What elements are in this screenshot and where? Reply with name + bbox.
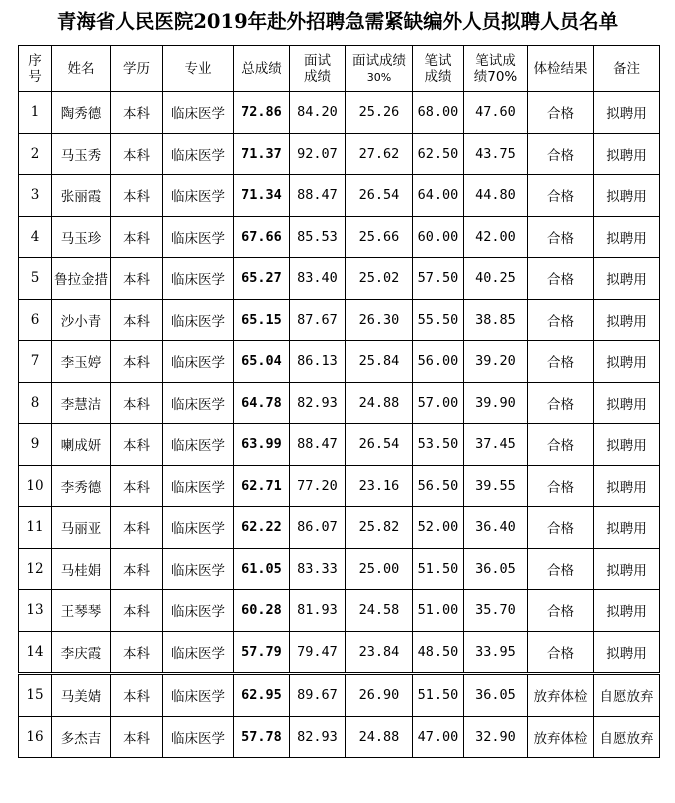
row-written-score: 62.50 — [413, 133, 464, 175]
row-total-score: 61.05 — [234, 548, 290, 590]
header-name: 姓名 — [52, 46, 111, 92]
table-row — [19, 92, 660, 134]
row-index: 2 — [19, 133, 52, 175]
row-medical-result: 合格 — [528, 258, 594, 300]
row-education: 本科 — [111, 92, 163, 134]
row-remarks: 拟聘用 — [594, 548, 660, 590]
row-major: 临床医学 — [163, 382, 234, 424]
row-interview-weighted: 26.54 — [346, 424, 413, 466]
row-total-score: 64.78 — [234, 382, 290, 424]
row-interview-score: 89.67 — [290, 674, 346, 717]
row-name: 李庆霞 — [52, 631, 111, 674]
row-education: 本科 — [111, 716, 163, 758]
row-medical-result: 合格 — [528, 465, 594, 507]
row-total-score: 65.15 — [234, 299, 290, 341]
header-remarks: 备注 — [594, 46, 660, 92]
row-total-score: 62.95 — [234, 674, 290, 717]
candidate-table — [18, 45, 660, 758]
row-written-score: 57.00 — [413, 382, 464, 424]
row-written-weighted: 42.00 — [464, 216, 528, 258]
row-interview-weighted: 23.16 — [346, 465, 413, 507]
row-remarks: 拟聘用 — [594, 465, 660, 507]
row-medical-result: 合格 — [528, 590, 594, 632]
row-interview-weighted: 26.90 — [346, 674, 413, 717]
row-written-score: 68.00 — [413, 92, 464, 134]
table-row — [19, 631, 660, 674]
header-interview-weighted: 面试成绩 30% — [346, 46, 413, 92]
row-remarks: 拟聘用 — [594, 92, 660, 134]
row-interview-score: 86.13 — [290, 341, 346, 383]
row-major: 临床医学 — [163, 631, 234, 674]
row-major: 临床医学 — [163, 590, 234, 632]
row-education: 本科 — [111, 341, 163, 383]
row-index: 4 — [19, 216, 52, 258]
row-written-score: 55.50 — [413, 299, 464, 341]
row-written-score: 51.50 — [413, 548, 464, 590]
row-written-weighted: 36.40 — [464, 507, 528, 549]
row-index: 15 — [19, 674, 52, 717]
header-education: 学历 — [111, 46, 163, 92]
row-name: 马桂娟 — [52, 548, 111, 590]
row-written-weighted: 33.95 — [464, 631, 528, 674]
row-remarks: 拟聘用 — [594, 382, 660, 424]
row-written-weighted: 47.60 — [464, 92, 528, 134]
row-written-weighted: 39.20 — [464, 341, 528, 383]
table-row — [19, 341, 660, 383]
table-row — [19, 382, 660, 424]
row-medical-result: 合格 — [528, 92, 594, 134]
row-total-score: 60.28 — [234, 590, 290, 632]
row-medical-result: 合格 — [528, 299, 594, 341]
row-major: 临床医学 — [163, 507, 234, 549]
row-index: 12 — [19, 548, 52, 590]
row-written-score: 57.50 — [413, 258, 464, 300]
row-written-score: 53.50 — [413, 424, 464, 466]
row-education: 本科 — [111, 590, 163, 632]
row-interview-score: 84.20 — [290, 92, 346, 134]
table-row — [19, 548, 660, 590]
row-name: 王琴琴 — [52, 590, 111, 632]
row-major: 临床医学 — [163, 341, 234, 383]
row-name: 鲁拉金措 — [52, 258, 111, 300]
row-medical-result: 放弃体检 — [528, 674, 594, 717]
row-medical-result: 合格 — [528, 133, 594, 175]
row-interview-weighted: 23.84 — [346, 631, 413, 674]
table-row — [19, 716, 660, 758]
row-written-weighted: 37.45 — [464, 424, 528, 466]
row-index: 13 — [19, 590, 52, 632]
row-remarks: 拟聘用 — [594, 175, 660, 217]
row-interview-score: 87.67 — [290, 299, 346, 341]
row-education: 本科 — [111, 674, 163, 717]
table-row — [19, 175, 660, 217]
row-education: 本科 — [111, 299, 163, 341]
row-written-score: 56.50 — [413, 465, 464, 507]
row-medical-result: 合格 — [528, 631, 594, 674]
row-interview-weighted: 24.88 — [346, 716, 413, 758]
row-education: 本科 — [111, 133, 163, 175]
row-interview-score: 81.93 — [290, 590, 346, 632]
row-medical-result: 合格 — [528, 382, 594, 424]
table-row — [19, 258, 660, 300]
row-interview-score: 77.20 — [290, 465, 346, 507]
row-total-score: 63.99 — [234, 424, 290, 466]
header-medical: 体检结果 — [528, 46, 594, 92]
row-name: 李秀德 — [52, 465, 111, 507]
row-education: 本科 — [111, 216, 163, 258]
row-index: 9 — [19, 424, 52, 466]
row-total-score: 57.79 — [234, 631, 290, 674]
row-medical-result: 合格 — [528, 341, 594, 383]
row-major: 临床医学 — [163, 299, 234, 341]
row-remarks: 拟聘用 — [594, 258, 660, 300]
row-written-weighted: 39.55 — [464, 465, 528, 507]
document-title: 青海省人民医院2019年赴外招聘急需紧缺编外人员拟聘人员名单 — [56, 10, 619, 33]
row-education: 本科 — [111, 465, 163, 507]
table-row — [19, 216, 660, 258]
row-major: 临床医学 — [163, 133, 234, 175]
row-name: 张丽霞 — [52, 175, 111, 217]
row-written-weighted: 32.90 — [464, 716, 528, 758]
row-interview-weighted: 25.00 — [346, 548, 413, 590]
row-written-score: 48.50 — [413, 631, 464, 674]
row-interview-score: 82.93 — [290, 716, 346, 758]
table-body — [19, 92, 660, 758]
row-remarks: 拟聘用 — [594, 507, 660, 549]
row-name: 马美婧 — [52, 674, 111, 717]
row-total-score: 65.27 — [234, 258, 290, 300]
row-written-weighted: 43.75 — [464, 133, 528, 175]
row-education: 本科 — [111, 382, 163, 424]
row-index: 10 — [19, 465, 52, 507]
row-name: 马玉珍 — [52, 216, 111, 258]
row-remarks: 拟聘用 — [594, 590, 660, 632]
row-written-weighted: 35.70 — [464, 590, 528, 632]
row-interview-weighted: 24.88 — [346, 382, 413, 424]
table-row — [19, 674, 660, 717]
row-remarks: 拟聘用 — [594, 424, 660, 466]
row-education: 本科 — [111, 424, 163, 466]
row-interview-score: 88.47 — [290, 175, 346, 217]
row-name: 沙小青 — [52, 299, 111, 341]
row-written-score: 60.00 — [413, 216, 464, 258]
row-written-weighted: 44.80 — [464, 175, 528, 217]
header-index: 序 号 — [19, 46, 52, 92]
row-major: 临床医学 — [163, 92, 234, 134]
row-remarks: 自愿放弃 — [594, 716, 660, 758]
row-interview-weighted: 25.82 — [346, 507, 413, 549]
row-interview-score: 88.47 — [290, 424, 346, 466]
row-index: 11 — [19, 507, 52, 549]
row-education: 本科 — [111, 631, 163, 674]
row-interview-weighted: 25.66 — [346, 216, 413, 258]
row-major: 临床医学 — [163, 258, 234, 300]
row-major: 临床医学 — [163, 674, 234, 717]
header-interview: 面试 成绩 — [290, 46, 346, 92]
row-index: 1 — [19, 92, 52, 134]
row-medical-result: 合格 — [528, 424, 594, 466]
row-interview-score: 85.53 — [290, 216, 346, 258]
row-interview-weighted: 27.62 — [346, 133, 413, 175]
table-header-row — [19, 46, 660, 92]
row-name: 李玉婷 — [52, 341, 111, 383]
row-education: 本科 — [111, 175, 163, 217]
row-interview-weighted: 25.02 — [346, 258, 413, 300]
row-index: 3 — [19, 175, 52, 217]
row-written-score: 47.00 — [413, 716, 464, 758]
row-remarks: 拟聘用 — [594, 631, 660, 674]
row-medical-result: 合格 — [528, 548, 594, 590]
row-name: 马玉秀 — [52, 133, 111, 175]
row-major: 临床医学 — [163, 716, 234, 758]
row-education: 本科 — [111, 548, 163, 590]
row-written-weighted: 36.05 — [464, 674, 528, 717]
row-major: 临床医学 — [163, 548, 234, 590]
row-major: 临床医学 — [163, 216, 234, 258]
row-total-score: 62.71 — [234, 465, 290, 507]
table-row — [19, 133, 660, 175]
row-index: 8 — [19, 382, 52, 424]
row-education: 本科 — [111, 258, 163, 300]
row-education: 本科 — [111, 507, 163, 549]
row-remarks: 拟聘用 — [594, 133, 660, 175]
row-name: 马丽亚 — [52, 507, 111, 549]
table-row — [19, 299, 660, 341]
row-major: 临床医学 — [163, 465, 234, 507]
row-written-score: 64.00 — [413, 175, 464, 217]
row-medical-result: 合格 — [528, 507, 594, 549]
row-total-score: 62.22 — [234, 507, 290, 549]
row-interview-weighted: 24.58 — [346, 590, 413, 632]
row-medical-result: 合格 — [528, 175, 594, 217]
row-interview-weighted: 26.30 — [346, 299, 413, 341]
row-written-score: 56.00 — [413, 341, 464, 383]
row-written-weighted: 38.85 — [464, 299, 528, 341]
row-name: 陶秀德 — [52, 92, 111, 134]
row-total-score: 65.04 — [234, 341, 290, 383]
row-total-score: 71.34 — [234, 175, 290, 217]
row-interview-score: 82.93 — [290, 382, 346, 424]
row-remarks: 拟聘用 — [594, 341, 660, 383]
header-written-weighted: 笔试成 绩70% — [464, 46, 528, 92]
row-total-score: 71.37 — [234, 133, 290, 175]
row-medical-result: 合格 — [528, 216, 594, 258]
table-row — [19, 590, 660, 632]
row-written-weighted: 36.05 — [464, 548, 528, 590]
table-row — [19, 507, 660, 549]
row-major: 临床医学 — [163, 175, 234, 217]
header-written: 笔试 成绩 — [413, 46, 464, 92]
row-interview-weighted: 26.54 — [346, 175, 413, 217]
row-interview-weighted: 25.26 — [346, 92, 413, 134]
table-row — [19, 424, 660, 466]
row-index: 16 — [19, 716, 52, 758]
row-written-score: 51.00 — [413, 590, 464, 632]
row-interview-score: 92.07 — [290, 133, 346, 175]
row-total-score: 67.66 — [234, 216, 290, 258]
row-medical-result: 放弃体检 — [528, 716, 594, 758]
row-interview-score: 83.40 — [290, 258, 346, 300]
row-major: 临床医学 — [163, 424, 234, 466]
table-row — [19, 465, 660, 507]
row-written-score: 52.00 — [413, 507, 464, 549]
row-index: 6 — [19, 299, 52, 341]
row-remarks: 拟聘用 — [594, 299, 660, 341]
row-index: 7 — [19, 341, 52, 383]
row-written-weighted: 39.90 — [464, 382, 528, 424]
row-written-weighted: 40.25 — [464, 258, 528, 300]
row-total-score: 72.86 — [234, 92, 290, 134]
row-interview-score: 79.47 — [290, 631, 346, 674]
row-name: 多杰吉 — [52, 716, 111, 758]
row-index: 14 — [19, 631, 52, 674]
header-total: 总成绩 — [234, 46, 290, 92]
row-interview-score: 83.33 — [290, 548, 346, 590]
row-interview-weighted: 25.84 — [346, 341, 413, 383]
row-remarks: 拟聘用 — [594, 216, 660, 258]
header-major: 专业 — [163, 46, 234, 92]
row-remarks: 自愿放弃 — [594, 674, 660, 717]
row-interview-score: 86.07 — [290, 507, 346, 549]
row-index: 5 — [19, 258, 52, 300]
row-name: 喇成妍 — [52, 424, 111, 466]
row-total-score: 57.78 — [234, 716, 290, 758]
row-name: 李慧洁 — [52, 382, 111, 424]
row-written-score: 51.50 — [413, 674, 464, 717]
